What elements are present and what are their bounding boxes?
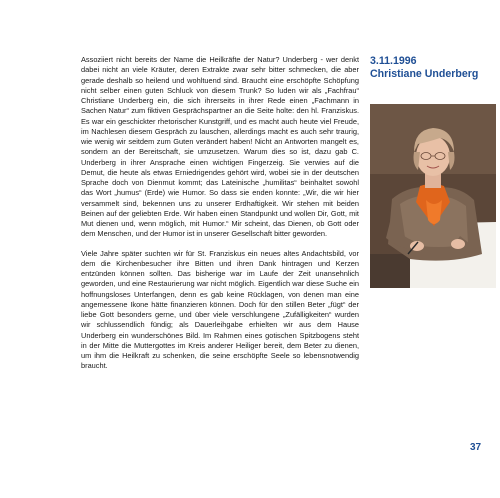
article-body <box>81 55 359 381</box>
article-paragraph-2: Viele Jahre später suchten wir für St. Franziskus ein neues altes Andachtsbild, vor dem die Kirchenbesucher ihre Bitten und ihren Dank hintragen und Kerzen entzünden können sollten. Das bisherige war im Laufe der Zeit unansehnlich geworden, und eine Restaurierung war nicht möglich. Eigentlich war diese Suche ein hoffnungsloses Unterfangen, denn es gab keine Rücklagen, von denen man eine angemessene Ikone hätte finanzieren können. Doch für den stillen Beter „fügt“ der liebe Gott besonders gerne, und über viele verschlungene „Zufälligkeiten“ wurden wir schlussendlich fündig; als Dauerleihgabe erhielten wir aus dem Hause Underberg ein wunderschönes Bild. Im Rahmen eines gotischen Spitzbogens steht in der Mitte die Muttergottes im Kreis anderer Heiliger bereit, dem Beter zu dienen, um ihm die Heilkraft zu schenken, die seine erschöpfte Seele so lebensnotwendig braucht. <box>81 248 359 371</box>
speaker-name: Christiane Underberg <box>370 68 479 80</box>
sidebar-caption <box>370 55 500 81</box>
page-number: 37 <box>470 442 482 453</box>
speaker-photo <box>370 104 496 288</box>
photo-illustration <box>370 104 496 288</box>
article-paragraph-1: Assoziiert nicht bereits der Name die Heilkräfte der Natur? Underberg - wer denkt dabei nicht an viele Kräuter, deren Extrakte zwar sehr bitter schmecken, die aber gerade deshalb so heilend und wohltuend sind. Braucht eine erschöpfte Schöpfung nicht selber einen guten Schluck von diesem Trunk? So luden wir als „Fachfrau“ Christiane Underberg ein, die sich ihrerseits in ihrer Rede einen „Fachmann in Sachen Natur“ zum fiktiven Gesprächspartner an die Seite holte: den hl. Franziskus. Es war ein geschickter rhetorischer Kunstgriff, und es macht auch heute viel Freude, im Nachlesen diesem Gespräch zu lauschen, allerdings macht es auch sehr traurig, wie wenig wir seitdem zum Guten verändert haben! Nicht an Antworten mangelt es, sondern an der Bereitschaft, sie umzusetzen. Warum dies so ist, dazu gab C. Underberg in ihrer Ansprache einen wichtigen Fingerzeig. Sie verwies auf die Demut, die heute als etwas Erniedrigendes gehört wird, wobei sie in der deutschen Sprache doch von Dienmut kommt; das Lateinische „humilitas“ beinhaltet sowohl das Wort „humus“ (Erde) wie Humor. So dass sie enden konnte: „Wir, die wir hier versammelt sind, bekennen uns zu unserer Erdhaftigkeit. Wir stehen mit beiden Beinen auf der geliebten Erde. Wir haben einen Standpunkt und wollen Dir, Gott, mit Mut dienen und, wenn möglich, mit Humor.“ Mir scheint, das Dienen, ob Gott oder dem Menschen, und der Humor ist in unserer Gesellschaft bitter geworden. <box>81 55 359 239</box>
event-date: 3.11.1996 <box>370 55 417 67</box>
